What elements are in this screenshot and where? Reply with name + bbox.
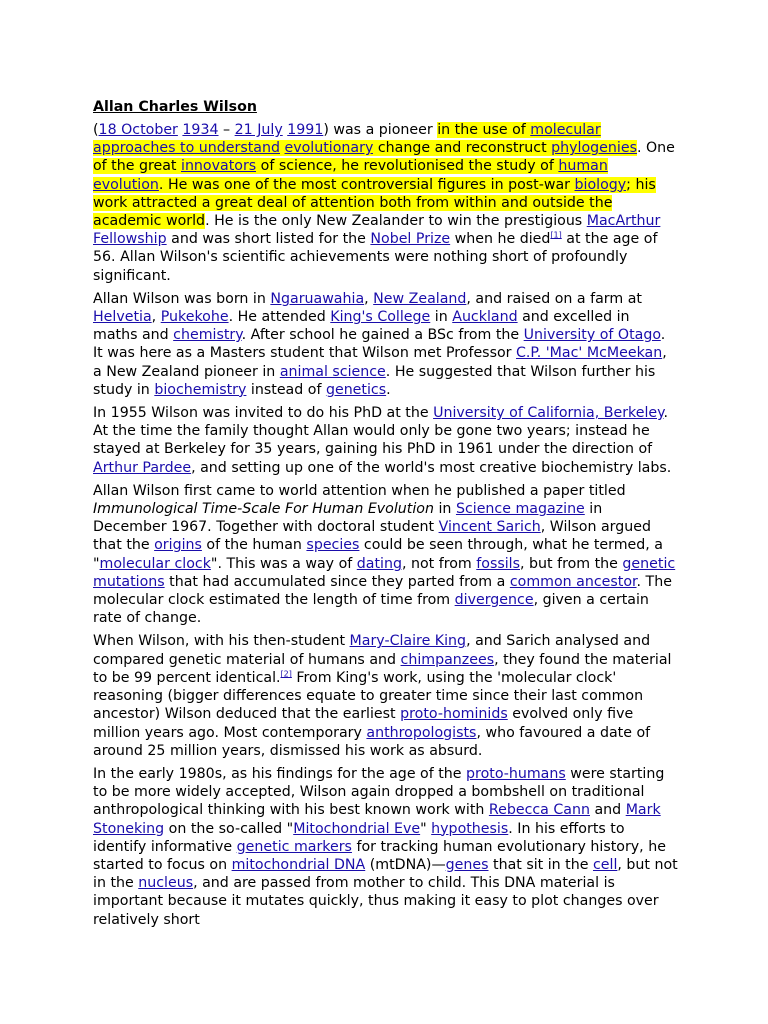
- link-science-magazine[interactable]: Science magazine: [455, 501, 585, 518]
- text: ) was a pioneer: [323, 122, 438, 138]
- link-rebecca-cann[interactable]: Rebecca Cann: [488, 802, 590, 819]
- text: Allan Wilson first came to world attention when he published a paper titled: [93, 482, 626, 499]
- link-nobel-prize[interactable]: Nobel Prize: [370, 231, 451, 248]
- link-new-zealand[interactable]: New Zealand: [373, 290, 467, 307]
- paragraph-phd: [93, 404, 678, 477]
- text: , given a certain rate of change.: [93, 592, 649, 627]
- link-mitochondrial-dna[interactable]: mitochondrial DNA: [231, 856, 366, 873]
- link-1991[interactable]: 1991: [287, 122, 324, 138]
- text: , who favoured a date of around 25 million years, dismissed his work as absurd.: [93, 724, 651, 759]
- paragraph-molecular-clock: [93, 482, 678, 628]
- link-pukekohe[interactable]: Pukekohe: [160, 309, 229, 326]
- link-proto-hominids[interactable]: proto-hominids: [400, 706, 508, 723]
- text: in: [433, 501, 456, 518]
- link-ngaruawahia[interactable]: Ngaruawahia: [270, 290, 365, 307]
- link-genes[interactable]: genes: [445, 856, 489, 873]
- link-hypothesis[interactable]: hypothesis: [431, 820, 509, 837]
- text: . In his efforts to identify informative: [93, 820, 625, 855]
- text: Allan Wilson was born in: [93, 290, 271, 307]
- highlight-text: [280, 140, 285, 156]
- text: . He suggested that Wilson further his study in: [93, 363, 656, 398]
- link-genetic-markers[interactable]: genetic markers: [236, 838, 352, 855]
- link-nucleus[interactable]: nucleus: [138, 875, 194, 892]
- text: in: [430, 309, 453, 326]
- link-genetic-mutations[interactable]: genetic mutations: [93, 555, 676, 590]
- link-animal-science[interactable]: animal science: [279, 363, 386, 380]
- text: . He is the only New Zealander to win the prestigious: [205, 213, 587, 230]
- text: (mtDNA)—: [365, 856, 446, 873]
- text: , and raised on a farm at: [466, 290, 642, 307]
- text: and: [589, 802, 626, 819]
- paper-title: Immunological Time-Scale For Human Evolution: [93, 501, 434, 518]
- paragraph-early-life: [93, 290, 678, 399]
- text: , and setting up one of the world's most creative biochemistry labs.: [191, 459, 672, 476]
- highlight-text: of the great: [93, 158, 181, 175]
- link-vincent-sarich[interactable]: Vincent Sarich: [438, 519, 541, 536]
- link-18-october[interactable]: 18 October: [98, 122, 178, 138]
- text: (: [93, 122, 99, 138]
- article: [93, 97, 678, 934]
- link-mcmeekan[interactable]: C.P. 'Mac' McMeekan: [516, 345, 663, 362]
- text: , they found the material to be 99 percent identical.: [93, 651, 672, 686]
- link-species[interactable]: species: [306, 537, 360, 554]
- paragraph-chimpanzees: [93, 632, 678, 759]
- link-proto-humans[interactable]: proto-humans: [466, 765, 566, 782]
- text: –: [218, 122, 235, 138]
- link-anthropologists[interactable]: anthropologists: [366, 724, 477, 741]
- link-molecular-approaches[interactable]: molecular approaches to understand: [93, 122, 601, 157]
- link-mary-claire-king[interactable]: Mary-Claire King: [349, 633, 467, 650]
- article-title: Allan Charles Wilson: [93, 99, 257, 115]
- link-auckland[interactable]: Auckland: [452, 309, 518, 326]
- highlight-text: in the use of: [437, 122, 531, 138]
- text: that had accumulated since they parted from a: [164, 573, 510, 590]
- text: , a New Zealand pioneer in: [93, 345, 667, 380]
- text: , not from: [401, 555, 477, 572]
- text: , but not in the: [93, 856, 678, 892]
- text: .: [386, 381, 391, 398]
- text: ". This was a way of: [210, 555, 357, 572]
- link-uc-berkeley[interactable]: University of California, Berkeley: [433, 405, 664, 422]
- link-university-of-otago[interactable]: University of Otago: [523, 327, 661, 344]
- text: , and are passed from mother to child. This DNA material is important because it mutates quickly, thus making it easy to plot changes over relatively short: [93, 875, 659, 928]
- text: evolved only five million years ago. Most contemporary: [93, 706, 634, 741]
- link-mitochondrial-eve[interactable]: Mitochondrial Eve: [293, 820, 421, 837]
- text: for tracking human evolutionary history, he started to focus on: [93, 838, 666, 873]
- link-21-july[interactable]: 21 July: [234, 122, 283, 138]
- text: that sit in the: [488, 856, 593, 873]
- text: . He attended: [228, 309, 331, 326]
- text: on the so-called ": [164, 820, 294, 837]
- text: , Wilson argued that the: [93, 519, 651, 554]
- text: From King's work, using the 'molecular clock' reasoning (bigger differences equate to greater time since their last common ancestor) Wilson deduced that the earliest: [93, 669, 644, 723]
- text: and was short listed for the: [166, 231, 371, 248]
- link-dating[interactable]: dating: [356, 555, 402, 572]
- text: . One: [636, 140, 675, 157]
- text: instead of: [246, 381, 326, 398]
- text: of the human: [201, 537, 307, 554]
- link-chemistry[interactable]: chemistry: [173, 327, 242, 344]
- highlight-text: change and reconstruct: [373, 140, 552, 157]
- link-molecular-clock[interactable]: molecular clock: [99, 555, 211, 572]
- text: could be seen through, what he termed, a ": [93, 537, 663, 572]
- link-fossils[interactable]: fossils: [476, 555, 520, 572]
- link-origins[interactable]: origins: [154, 537, 202, 554]
- highlight-text: . He was one of the most controversial figures in post-war: [158, 176, 575, 193]
- text: ,: [151, 309, 161, 326]
- link-common-ancestor[interactable]: common ancestor: [509, 573, 637, 590]
- link-kings-college[interactable]: King's College: [330, 309, 431, 326]
- link-phylogenies[interactable]: phylogenies: [551, 140, 637, 157]
- link-biology[interactable]: biology: [574, 176, 627, 193]
- link-human-evolution[interactable]: human evolution: [93, 158, 608, 193]
- text: In the early 1980s, as his findings for the age of the: [93, 765, 467, 782]
- text: . The molecular clock estimated the length of time from: [93, 573, 672, 609]
- link-biochemistry[interactable]: biochemistry: [154, 381, 247, 398]
- link-chimpanzees[interactable]: chimpanzees: [400, 651, 495, 668]
- link-helvetia[interactable]: Helvetia: [93, 309, 152, 326]
- text: ": [420, 820, 432, 837]
- link-macarthur-fellowship[interactable]: MacArthur Fellowship: [93, 213, 661, 248]
- text: In 1955 Wilson was invited to do his PhD at the: [93, 405, 434, 422]
- text: at the age of 56. Allan Wilson's scientific achievements were nothing short of profoundly significant.: [93, 231, 658, 284]
- text: When Wilson, with his then-student: [93, 633, 350, 650]
- link-cell[interactable]: cell: [592, 856, 618, 873]
- footnote-link-2[interactable]: [2]: [280, 669, 292, 679]
- footnote-link-1[interactable]: [1]: [550, 230, 562, 240]
- text: , but from the: [520, 555, 623, 572]
- text: in December 1967. Together with doctoral student: [93, 501, 603, 536]
- text: were starting to be more widely accepted, Wilson again dropped a bombshell on traditional anthropological thinking with his best known work with: [93, 765, 665, 819]
- link-arthur-pardee[interactable]: Arthur Pardee: [93, 459, 192, 476]
- paragraph-mitochondrial-eve: [93, 765, 678, 929]
- text: . It was here as a Masters student that Wilson met Professor: [93, 327, 666, 362]
- text: ,: [364, 290, 374, 307]
- link-innovators[interactable]: innovators: [181, 158, 257, 175]
- text: , and Sarich analysed and compared genetic material of humans and: [93, 633, 651, 668]
- highlight-text: of science, he revolutionised the study of: [256, 158, 559, 175]
- link-genetics[interactable]: genetics: [325, 381, 387, 398]
- link-1934[interactable]: 1934: [182, 122, 219, 138]
- text: . At the time the family thought Allan would only be gone two years; instead he stayed at Berkeley for 35 years, gaining his PhD in 1961 under the direction of: [93, 405, 669, 458]
- link-divergence[interactable]: divergence: [454, 592, 534, 609]
- link-evolutionary[interactable]: evolutionary: [284, 140, 374, 157]
- paragraph-intro: [93, 121, 678, 285]
- highlight-text: ; his work attracted a great deal of attention both from within and outside the academic world: [93, 176, 656, 230]
- link-mark-stoneking[interactable]: Mark Stoneking: [93, 802, 661, 837]
- text: and excelled in maths and: [93, 309, 630, 344]
- text: when he died: [450, 231, 551, 248]
- text: . After school he gained a BSc from the: [241, 327, 524, 344]
